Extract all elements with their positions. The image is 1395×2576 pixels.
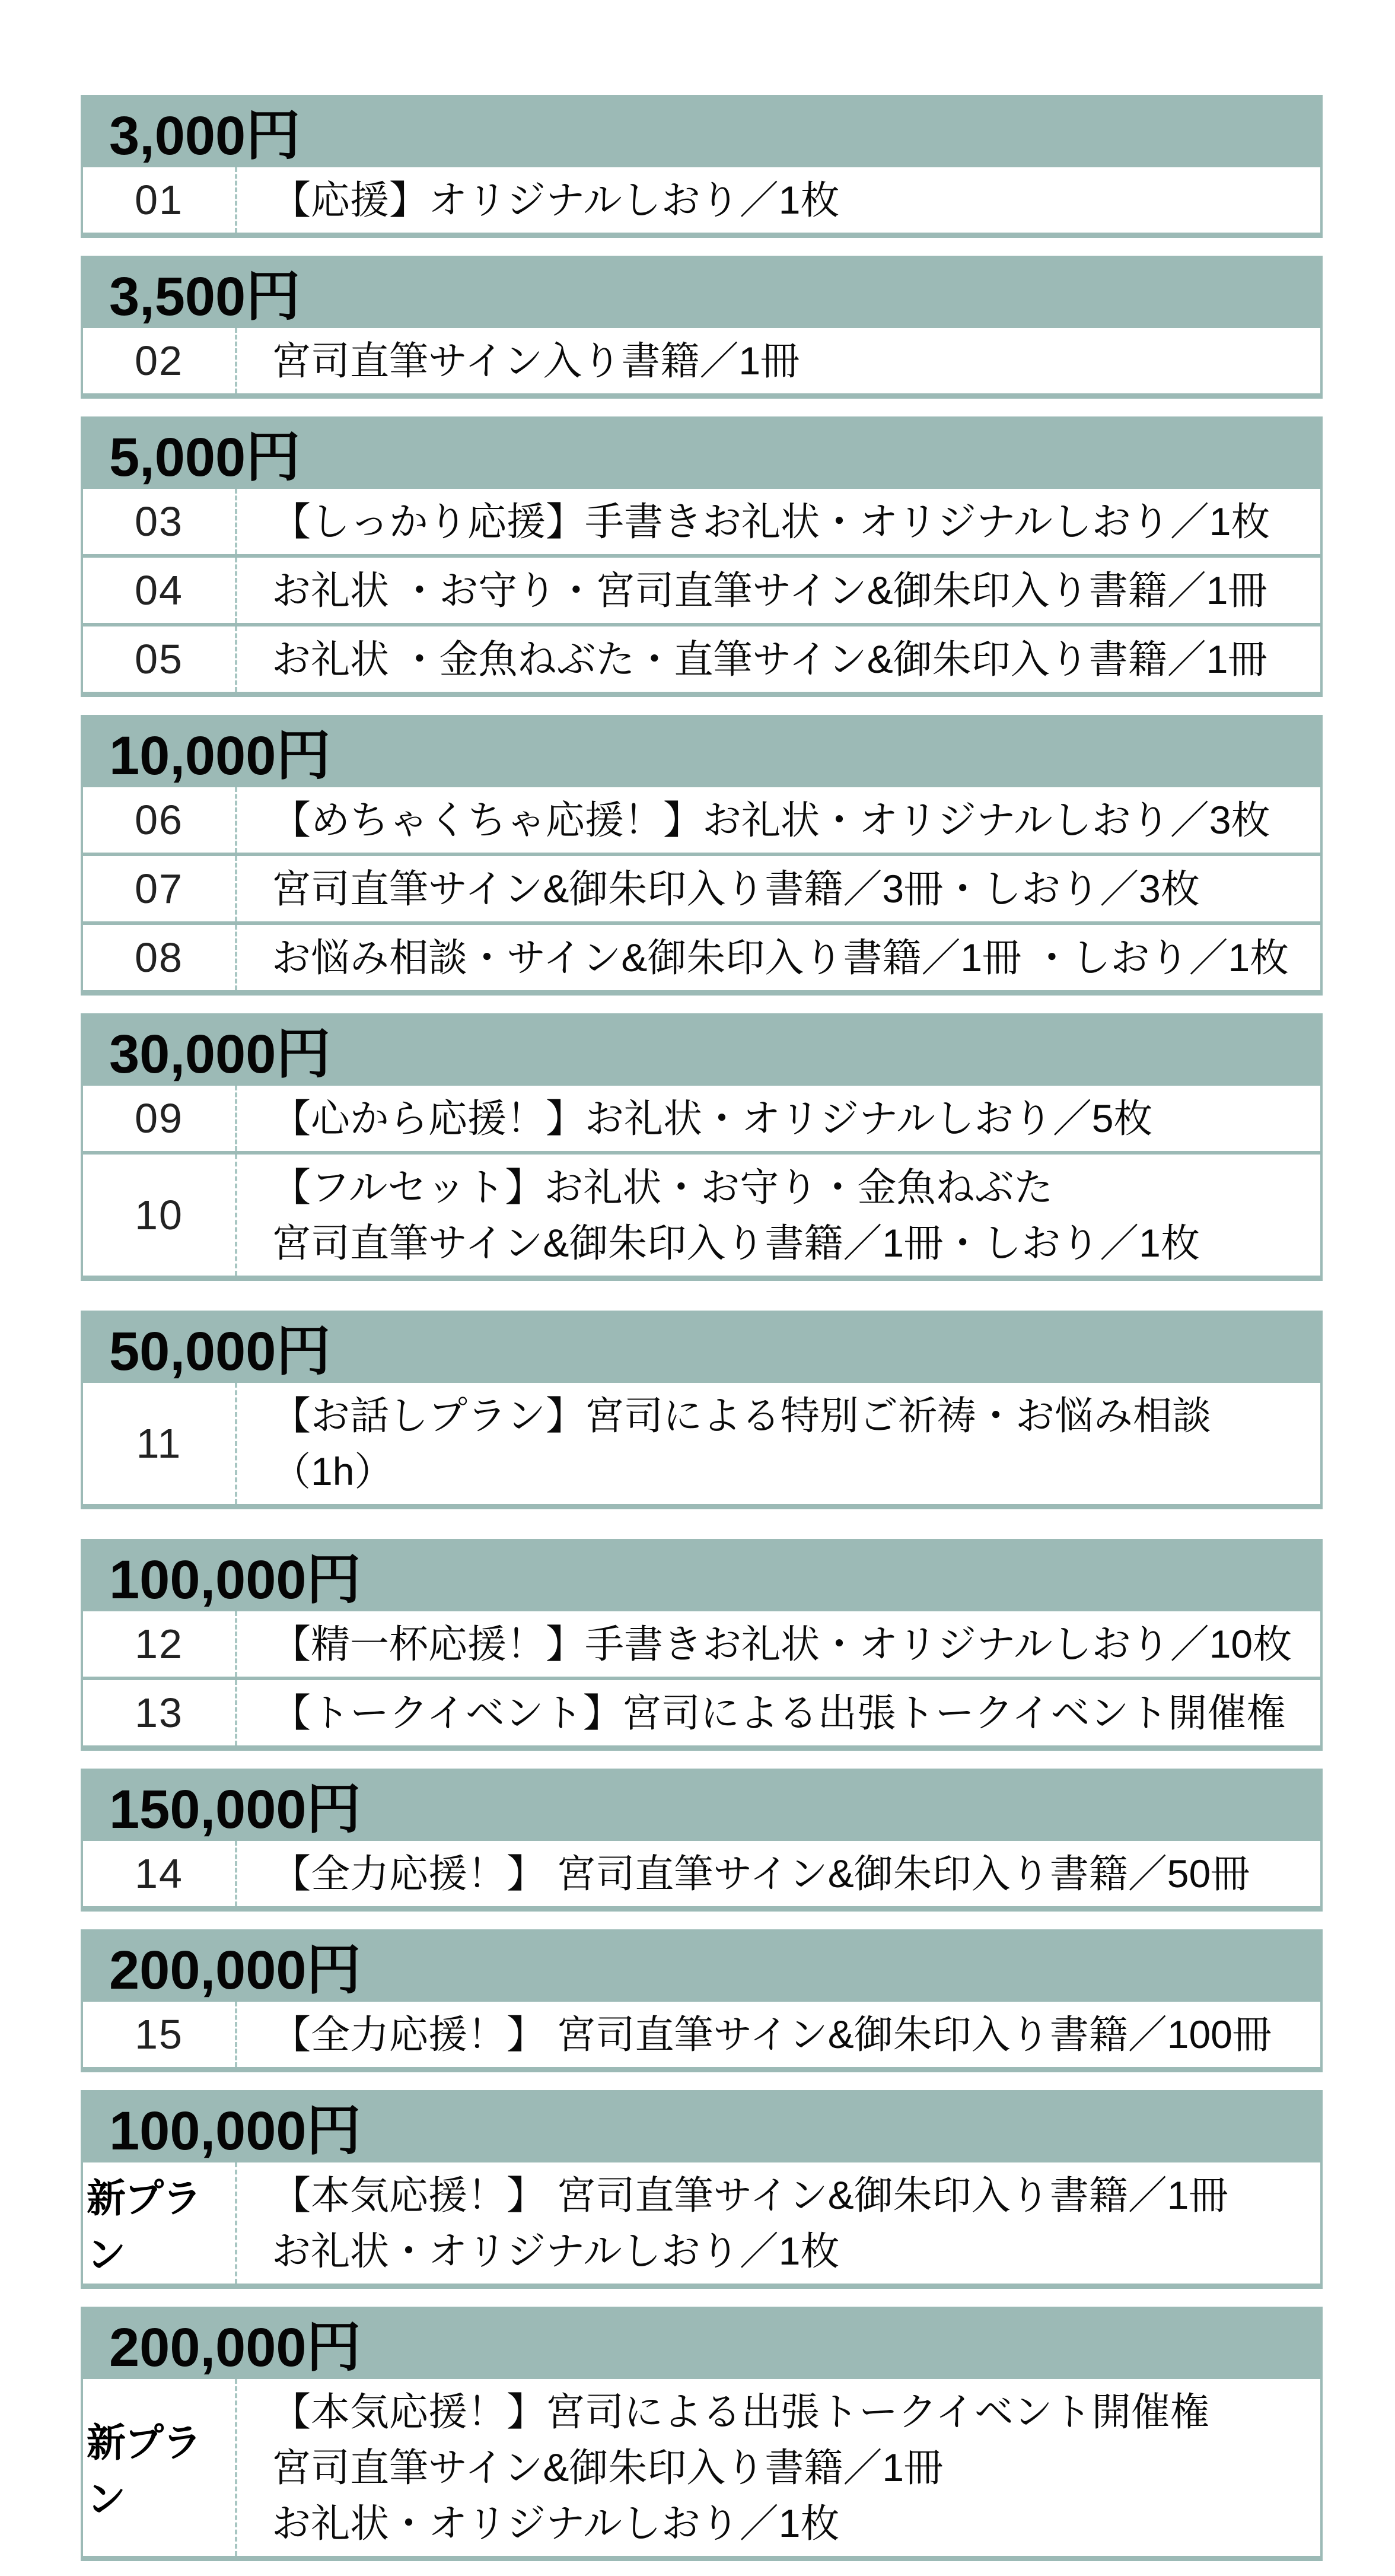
plan-description-line: 宮司直筆サイン入り書籍／1冊	[272, 339, 800, 383]
plan-description	[235, 558, 1320, 623]
plan-row-new-1	[83, 2162, 1320, 2284]
plan-description-line: 【しっかり応援】手書きお礼状・オリジナルしおり／1枚	[272, 500, 1270, 543]
plan-number: 05	[135, 636, 183, 682]
plan-number: 11	[136, 1420, 182, 1467]
plan-description	[235, 1841, 1320, 1906]
plan-description	[235, 1086, 1320, 1151]
plan-description	[235, 489, 1320, 554]
plan-row-new-2	[83, 2379, 1320, 2556]
plan-description	[235, 328, 1320, 393]
plan-row-14	[83, 1841, 1320, 1906]
price-header: 200,000円	[109, 2317, 361, 2378]
price-header: 100,000円	[109, 1550, 361, 1610]
plan-description-line: 【トークイベント】宮司による出張トークイベント開催権	[272, 1691, 1286, 1735]
new-plan-label: 新プラン	[87, 2176, 200, 2276]
plan-description	[235, 1383, 1320, 1504]
plan-description	[235, 2162, 1320, 2284]
plan-row-15	[83, 2002, 1320, 2067]
plan-description-line: お礼状・オリジナルしおり／1枚	[272, 2229, 840, 2273]
plan-description-line: 【応援】オリジナルしおり／1枚	[272, 178, 840, 222]
plan-description	[235, 787, 1320, 853]
plan-description-line: 【本気応援！】宮司による出張トークイベント開催権	[272, 2390, 1209, 2434]
reward-price-list	[81, 95, 1323, 2561]
price-header: 3,000円	[109, 106, 301, 166]
plan-description-line: お礼状 ・金魚ねぶた・直筆サイン&御朱印入り書籍／1冊	[272, 637, 1267, 681]
price-section-3000	[81, 95, 1323, 238]
plan-description-line: 宮司直筆サイン&御朱印入り書籍／1冊・しおり／1枚	[272, 1221, 1200, 1265]
price-header: 3,500円	[109, 266, 301, 327]
plan-row-05	[83, 626, 1320, 692]
plan-description	[235, 2379, 1320, 2556]
plan-row-03	[83, 489, 1320, 554]
price-section-100000	[81, 1539, 1323, 1751]
new-plan-label: 新プラン	[87, 2421, 200, 2521]
plan-description-line: 【本気応援！】 宮司直筆サイン&御朱印入り書籍／1冊	[272, 2173, 1228, 2217]
plan-description	[235, 925, 1320, 990]
price-header: 30,000円	[109, 1024, 331, 1085]
plan-description-line: 【心から応援！】お礼状・オリジナルしおり／5枚	[272, 1096, 1153, 1140]
price-header: 50,000円	[109, 1321, 331, 1382]
plan-row-04	[83, 558, 1320, 623]
plan-row-09	[83, 1086, 1320, 1151]
plan-description	[235, 167, 1320, 233]
plan-description-line: 【お話しプラン】宮司による特別ご祈祷・お悩み相談（1h）	[272, 1394, 1211, 1493]
plan-description	[235, 1680, 1320, 1745]
plan-description-line: 宮司直筆サイン&御朱印入り書籍／1冊	[272, 2445, 944, 2489]
plan-number: 02	[135, 338, 183, 384]
plan-description-line: 【全力応援！】 宮司直筆サイン&御朱印入り書籍／100冊	[272, 2012, 1272, 2056]
price-header: 200,000円	[109, 1940, 361, 2001]
price-section-5000	[81, 416, 1323, 697]
price-header: 10,000円	[109, 726, 331, 786]
price-section-150000	[81, 1769, 1323, 1912]
plan-description	[235, 1155, 1320, 1276]
plan-number: 06	[135, 797, 183, 843]
plan-number: 08	[135, 934, 183, 981]
plan-description	[235, 2002, 1320, 2067]
plan-description	[235, 1611, 1320, 1677]
plan-description-line: 【精一杯応援！】手書きお礼状・オリジナルしおり／10枚	[272, 1622, 1292, 1666]
plan-row-10	[83, 1155, 1320, 1276]
plan-row-11	[83, 1383, 1320, 1504]
plan-row-07	[83, 856, 1320, 921]
price-header: 5,000円	[109, 427, 301, 488]
plan-description-line: 【全力応援！】 宮司直筆サイン&御朱印入り書籍／50冊	[272, 1852, 1250, 1896]
price-section-50000	[81, 1311, 1323, 1509]
plan-number: 15	[135, 2011, 183, 2057]
plan-description	[235, 856, 1320, 921]
plan-number: 04	[135, 567, 183, 613]
plan-number: 03	[135, 498, 183, 545]
plan-description-line: 【フルセット】お礼状・お守り・金魚ねぶた	[272, 1165, 1053, 1209]
price-section-200000-new	[81, 2307, 1323, 2561]
plan-number: 01	[135, 177, 183, 223]
plan-description	[235, 626, 1320, 692]
plan-number: 14	[135, 1850, 183, 1897]
plan-description-line: 宮司直筆サイン&御朱印入り書籍／3冊・しおり／3枚	[272, 867, 1200, 911]
price-section-10000	[81, 715, 1323, 996]
plan-number: 09	[135, 1095, 183, 1141]
price-section-100000-new	[81, 2090, 1323, 2289]
plan-row-06	[83, 787, 1320, 853]
price-header: 150,000円	[109, 1779, 361, 1840]
plan-row-08	[83, 925, 1320, 990]
plan-description-line: お礼状・オリジナルしおり／1枚	[272, 2501, 840, 2545]
price-header: 100,000円	[109, 2101, 361, 2161]
plan-row-13	[83, 1680, 1320, 1745]
plan-description-line: 【めちゃくちゃ応援！】お礼状・オリジナルしおり／3枚	[272, 798, 1270, 842]
price-section-30000	[81, 1013, 1323, 1281]
plan-row-01	[83, 167, 1320, 233]
price-section-3500	[81, 256, 1323, 399]
plan-number: 10	[135, 1192, 183, 1238]
plan-number: 12	[135, 1621, 183, 1667]
price-section-200000	[81, 1929, 1323, 2072]
plan-row-12	[83, 1611, 1320, 1677]
plan-description-line: お悩み相談・サイン&御朱印入り書籍／1冊 ・しおり／1枚	[272, 936, 1289, 979]
plan-number: 13	[135, 1690, 183, 1736]
plan-description-line: お礼状 ・お守り・宮司直筆サイン&御朱印入り書籍／1冊	[272, 568, 1267, 612]
plan-number: 07	[135, 866, 183, 912]
plan-row-02	[83, 328, 1320, 393]
